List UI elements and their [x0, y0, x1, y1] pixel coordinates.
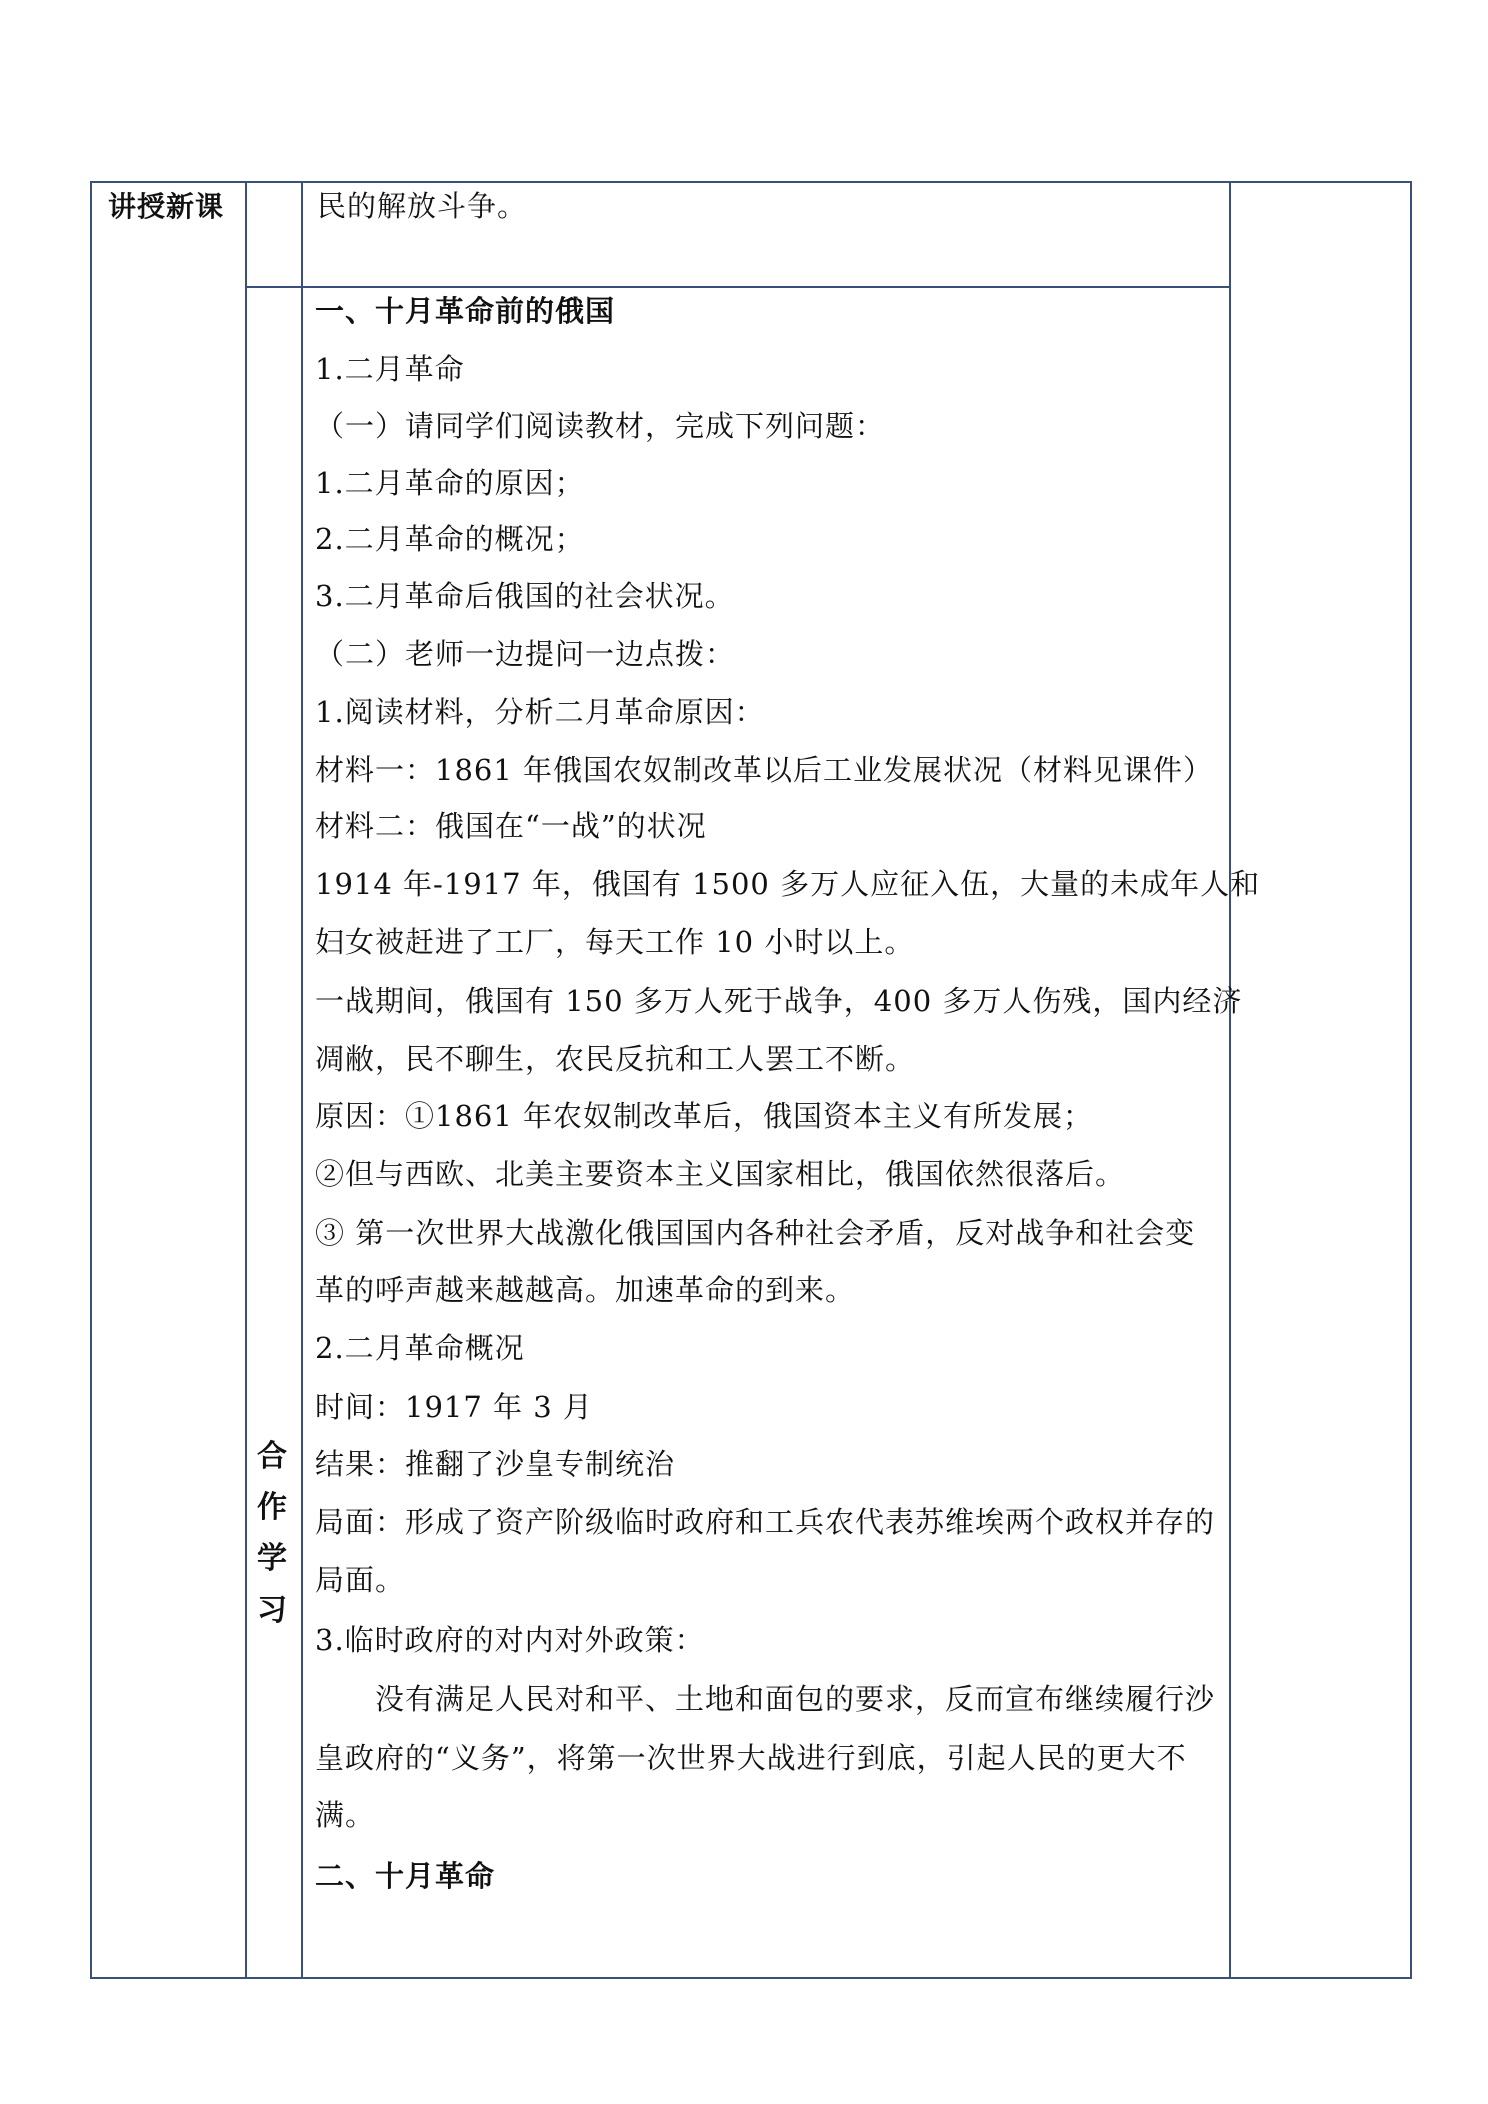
- content-line: 材料一：1861 年俄国农奴制改革以后工业发展状况（材料见课件）: [315, 753, 1214, 787]
- section-heading: 一、十月革命前的俄国: [315, 294, 616, 328]
- content-line: 1.二月革命: [315, 352, 465, 386]
- content-line: 结果：推翻了沙皇专制统治: [315, 1447, 676, 1481]
- content-line: 局面。: [315, 1563, 406, 1597]
- content-line: （二）老师一边提问一边点拨：: [315, 637, 736, 671]
- table-border-bottom: [90, 1977, 1412, 1979]
- vertical-label-char: 合: [257, 1439, 287, 1474]
- content-line: 原因：①1861 年农奴制改革后，俄国资本主义有所发展；: [315, 1099, 1094, 1133]
- content-line: 1.二月革命的原因；: [315, 466, 585, 500]
- top-row-text: 民的解放斗争。: [317, 189, 528, 223]
- content-line: 时间：1917 年 3 月: [315, 1390, 593, 1424]
- vertical-label-char: 学: [257, 1541, 287, 1576]
- vertical-label-char: 作: [257, 1490, 287, 1525]
- content-line: （一）请同学们阅读教材，完成下列问题：: [315, 409, 886, 443]
- column-divider-1: [245, 181, 247, 1979]
- column-divider-2: [301, 181, 303, 1979]
- content-line: ②但与西欧、北美主要资本主义国家相比，俄国依然很落后。: [315, 1157, 1126, 1191]
- content-line: 材料二：俄国在“一战”的状况: [315, 809, 707, 843]
- section-heading: 二、十月革命: [315, 1859, 496, 1893]
- content-line: 皇政府的“义务”，将第一次世界大战进行到底，引起人民的更大不: [315, 1741, 1187, 1775]
- content-line: 局面：形成了资产阶级临时政府和工兵农代表苏维埃两个政权并存的: [315, 1505, 1216, 1539]
- content-line: 革的呼声越来越越高。加速革命的到来。: [315, 1273, 856, 1307]
- content-line: 3.二月革命后俄国的社会状况。: [315, 579, 735, 613]
- column-divider-3: [1229, 181, 1231, 1979]
- content-line: 没有满足人民对和平、土地和面包的要求，反而宣布继续履行沙: [315, 1682, 1216, 1716]
- table-border-top: [90, 181, 1412, 183]
- row-divider: [245, 286, 1231, 288]
- content-line: 满。: [315, 1798, 376, 1832]
- table-border-right: [1410, 181, 1412, 1979]
- content-line: ③ 第一次世界大战激化俄国国内各种社会矛盾，反对战争和社会变: [315, 1216, 1196, 1250]
- vertical-label-char: 习: [257, 1593, 287, 1628]
- content-line: 1.阅读材料，分析二月革命原因：: [315, 695, 765, 729]
- content-line: 3.临时政府的对内对外政策：: [315, 1623, 705, 1657]
- row-header-cell: 讲授新课: [108, 190, 225, 223]
- content-line: 2.二月革命概况: [315, 1331, 525, 1365]
- content-line: 妇女被赶进了工厂，每天工作 10 小时以上。: [315, 925, 915, 959]
- table-border-left: [90, 181, 92, 1979]
- content-line: 2.二月革命的概况；: [315, 522, 585, 556]
- content-line: 一战期间，俄国有 150 多万人死于战争，400 多万人伤残，国内经济: [315, 984, 1243, 1018]
- content-line: 凋敝，民不聊生，农民反抗和工人罢工不断。: [315, 1042, 916, 1076]
- content-line: 1914 年-1917 年，俄国有 1500 多万人应征入伍，大量的未成年人和: [315, 867, 1261, 901]
